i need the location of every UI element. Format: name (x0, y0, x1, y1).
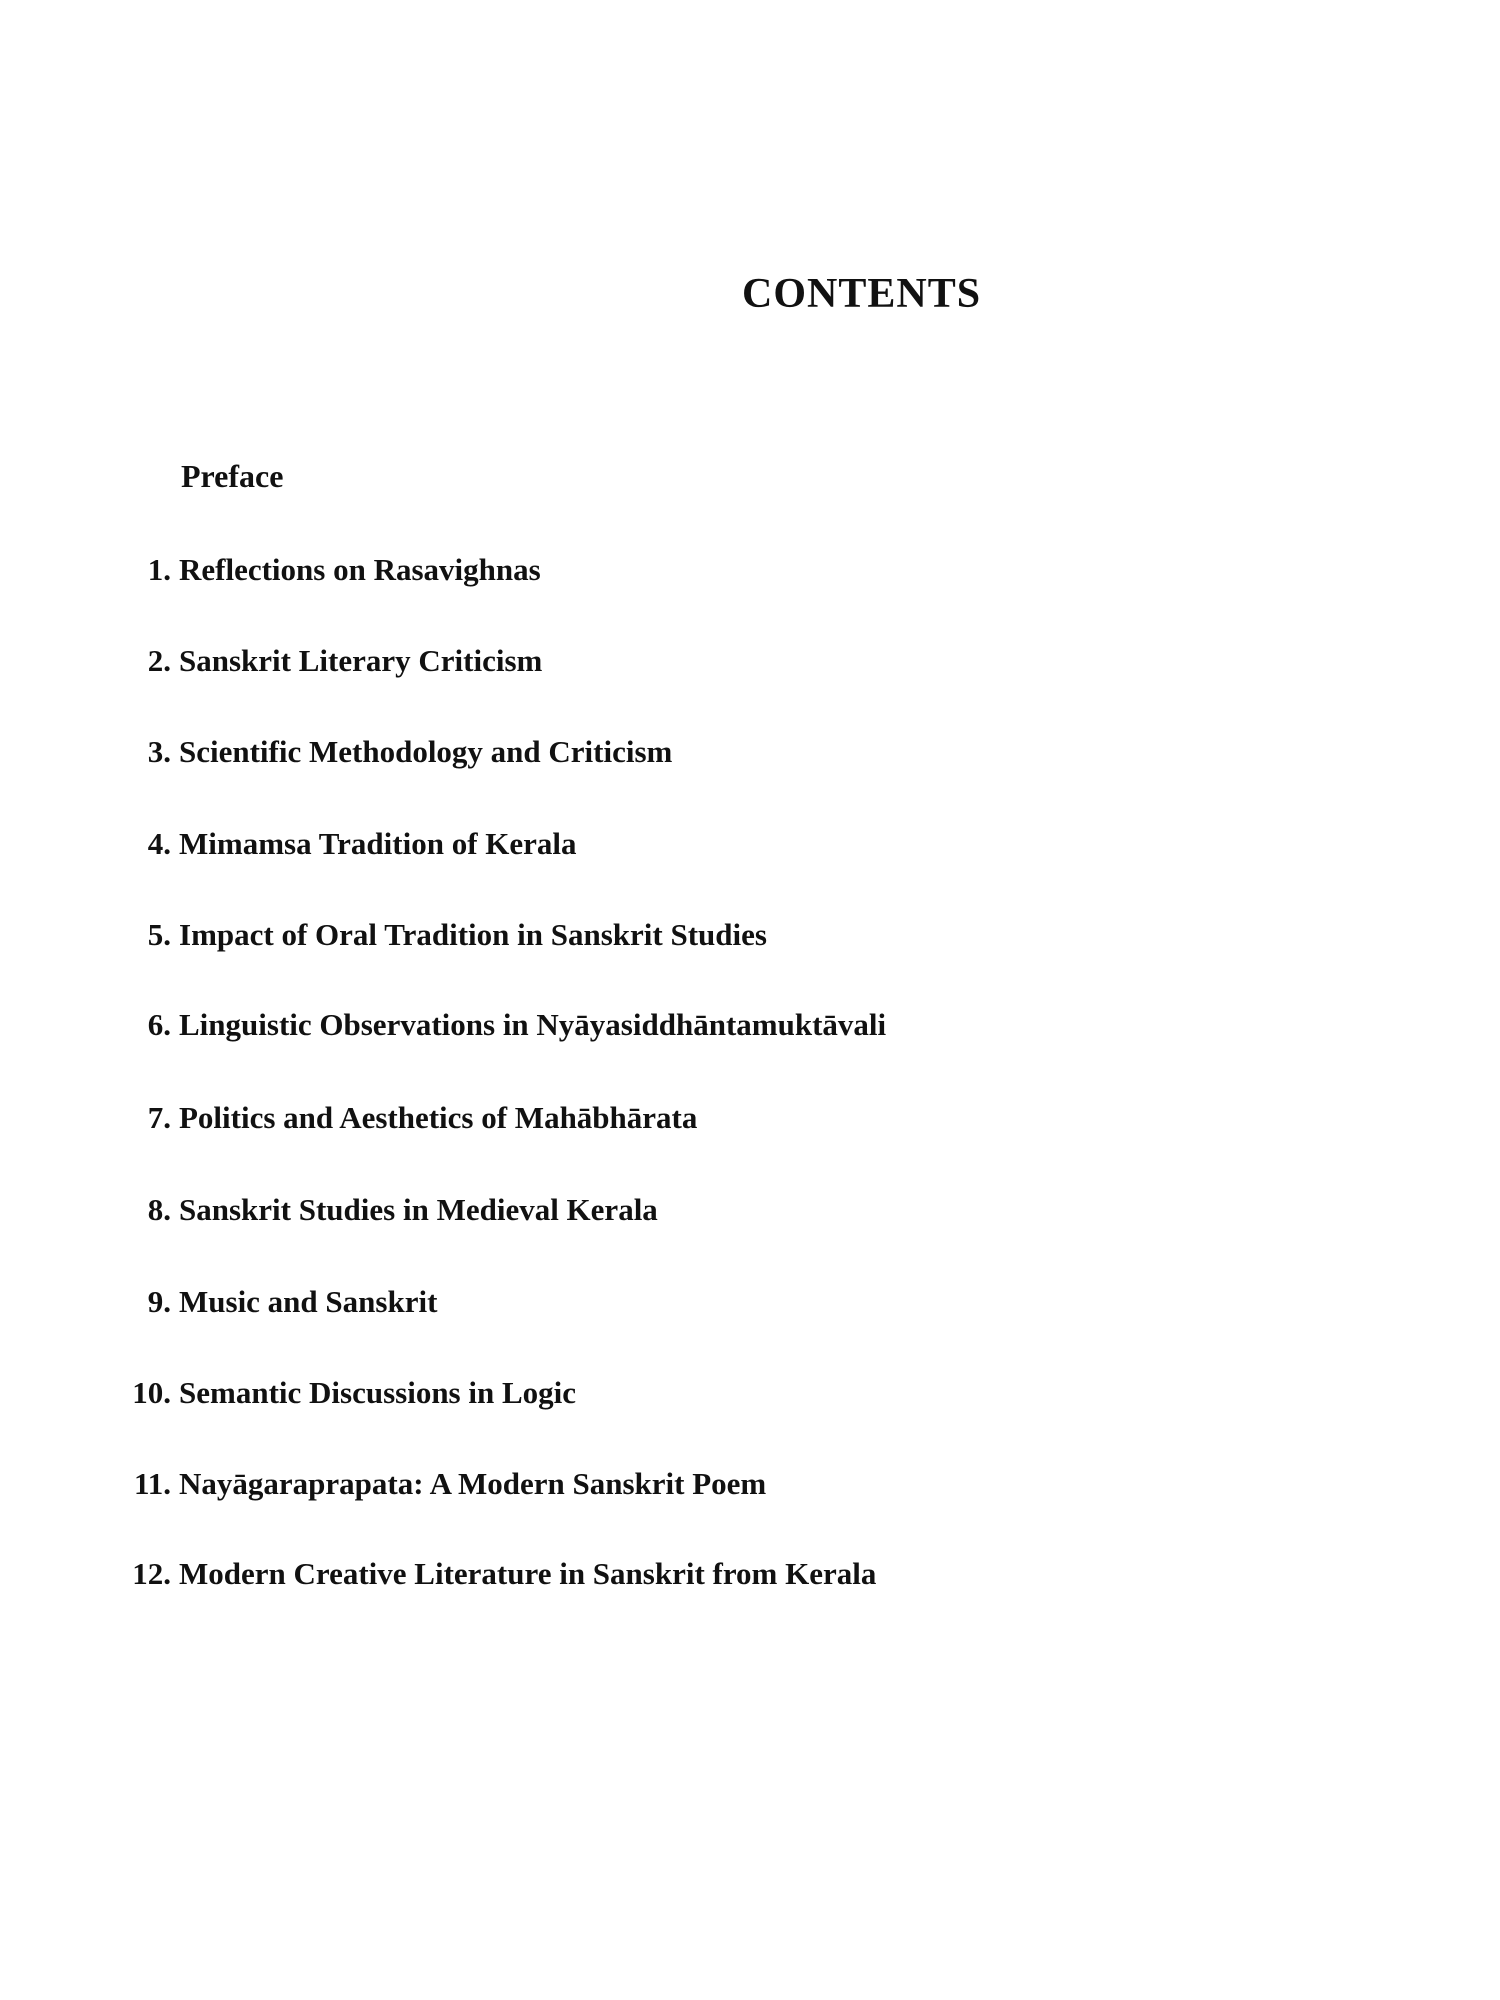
toc-item-title: Politics and Aesthetics of Mahābhārata (179, 1100, 698, 1135)
toc-item-title: Mimamsa Tradition of Kerala (179, 826, 577, 861)
toc-item-number: 9. (147, 1284, 171, 1319)
toc-item-number: 3. (147, 734, 171, 769)
toc-item-title: Nayāgaraprapata: A Modern Sanskrit Poem (179, 1466, 767, 1501)
toc-item-number: 6. (147, 1007, 171, 1042)
toc-item-number: 11. (133, 1466, 171, 1501)
toc-item-number: 1. (147, 552, 171, 587)
toc-item-number: 7. (147, 1100, 171, 1135)
toc-item-number: 8. (147, 1192, 171, 1227)
toc-item-title: Sanskrit Literary Criticism (179, 643, 543, 678)
toc-item-number: 5. (147, 917, 171, 952)
toc-item-title: Semantic Discussions in Logic (179, 1375, 577, 1410)
toc-item-number: 10. (132, 1375, 171, 1410)
toc-item-title: Reflections on Rasavighnas (179, 552, 541, 587)
toc-item-title: Modern Creative Literature in Sanskrit from Kerala (179, 1556, 877, 1591)
contents-heading: CONTENTS (742, 271, 982, 317)
toc-item-number: 12. (132, 1556, 171, 1591)
toc-item-title: Linguistic Observations in Nyāyasiddhāntamuktāvali (179, 1007, 887, 1042)
toc-item-number: 2. (147, 643, 171, 678)
toc-item-title: Impact of Oral Tradition in Sanskrit Studies (179, 917, 767, 952)
toc-item-title: Music and Sanskrit (179, 1284, 438, 1319)
toc-item-number: 4. (147, 826, 171, 861)
toc-item-title: Sanskrit Studies in Medieval Kerala (179, 1192, 658, 1227)
toc-item-title: Scientific Methodology and Criticism (179, 734, 673, 769)
preface-entry: Preface (181, 458, 284, 494)
